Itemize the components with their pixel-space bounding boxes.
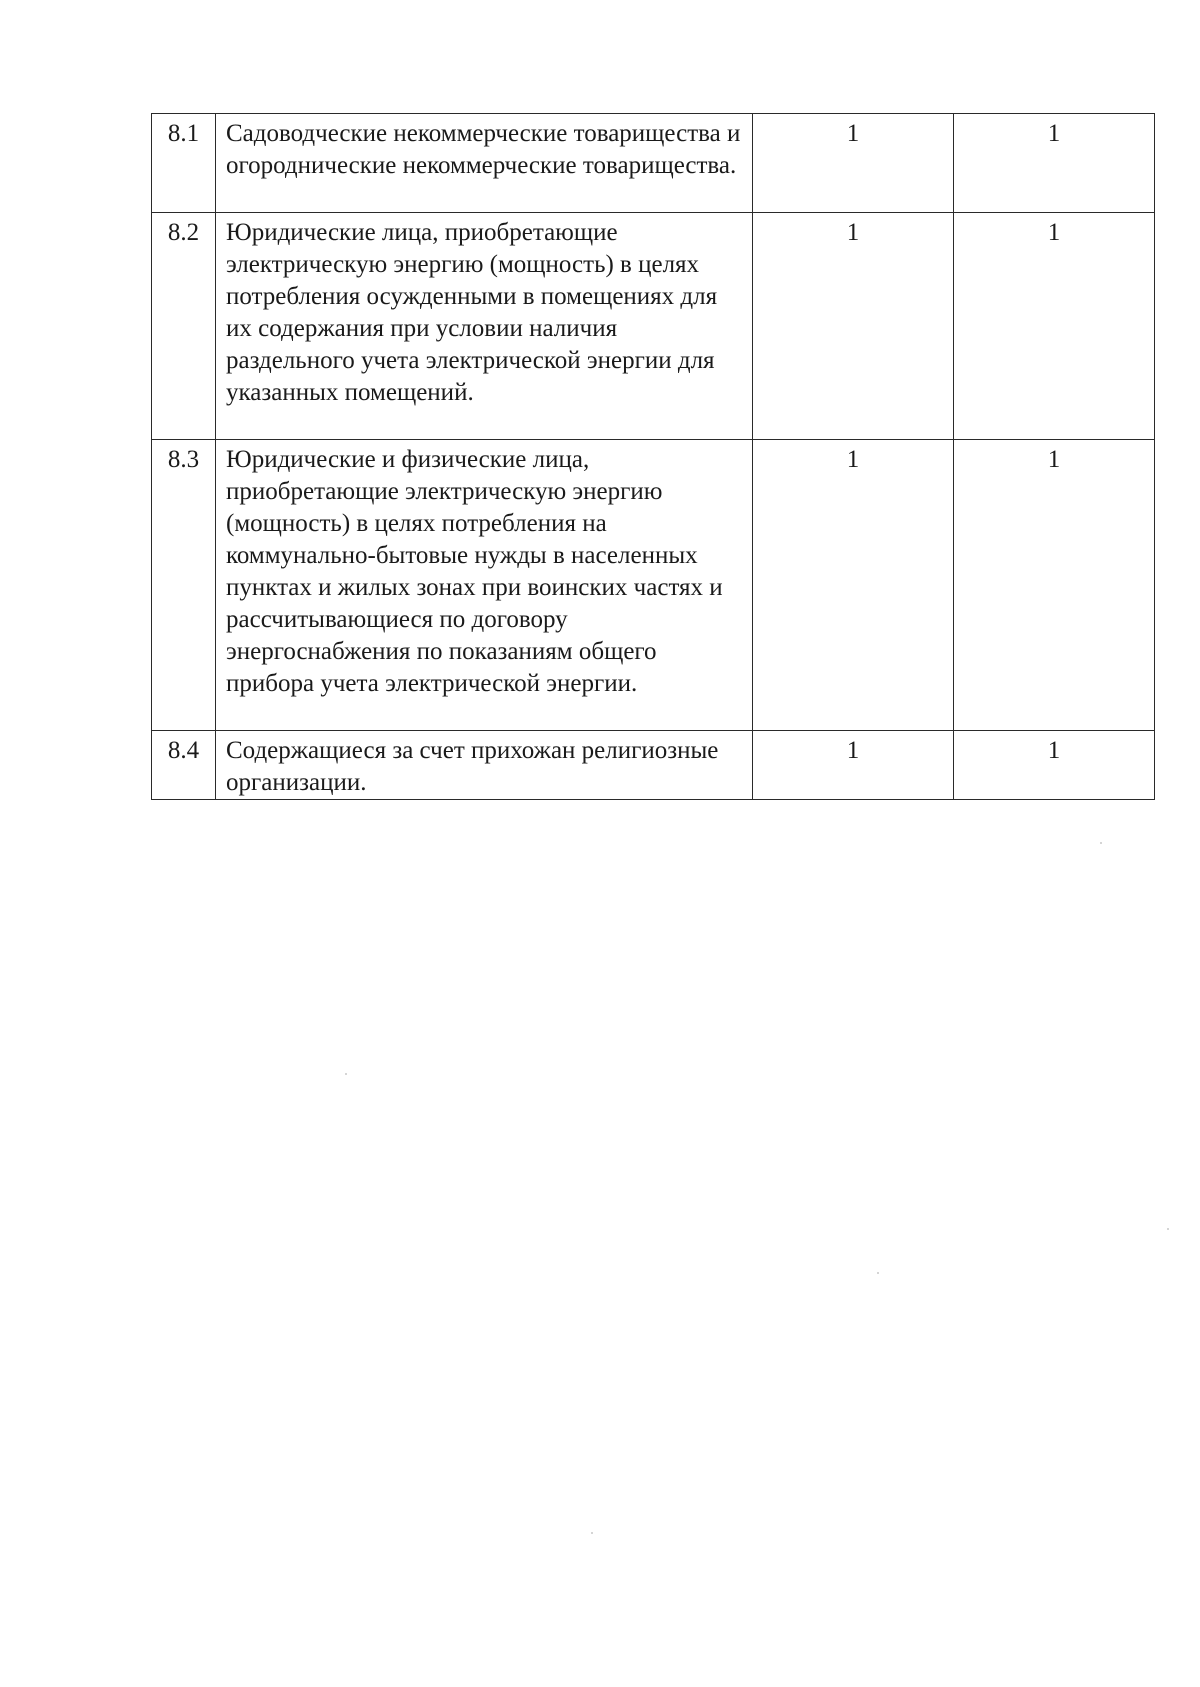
row-value-2: 1 (954, 114, 1155, 213)
table-row (152, 114, 1155, 213)
scan-speck (877, 1272, 879, 1274)
row-value-1: 1 (753, 213, 954, 440)
row-value-1: 1 (753, 114, 954, 213)
row-value-2: 1 (954, 731, 1155, 800)
scan-speck (1100, 842, 1102, 844)
scan-speck (1167, 1228, 1169, 1230)
consumer-category-table (151, 113, 1155, 800)
scan-speck (591, 1532, 593, 1534)
row-value-2: 1 (954, 440, 1155, 731)
row-value-2: 1 (954, 213, 1155, 440)
table-row (152, 440, 1155, 731)
row-description: Юридические лица, приобретающие электрическую энергию (мощность) в целях потребления осужденными в помещениях для их содержания при условии наличия раздельного учета электрической энергии для указанных помещений. (216, 213, 753, 440)
row-number: 8.4 (152, 731, 216, 800)
table-row (152, 731, 1155, 800)
table-row (152, 213, 1155, 440)
row-number: 8.1 (152, 114, 216, 213)
row-number: 8.3 (152, 440, 216, 731)
row-value-1: 1 (753, 440, 954, 731)
row-number: 8.2 (152, 213, 216, 440)
scan-speck (345, 1073, 347, 1075)
row-description: Садоводческие некоммерческие товарищества и огороднические некоммерческие товарищества. (216, 114, 753, 213)
row-value-1: 1 (753, 731, 954, 800)
row-description: Содержащиеся за счет прихожан религиозные организации. (216, 731, 753, 800)
row-description: Юридические и физические лица, приобретающие электрическую энергию (мощность) в целях потребления на коммунально-бытовые нужды в населенных пунктах и жилых зонах при воинских частях и рассчитывающиеся по договору энергоснабжения по показаниям общего прибора учета электрической энергии. (216, 440, 753, 731)
